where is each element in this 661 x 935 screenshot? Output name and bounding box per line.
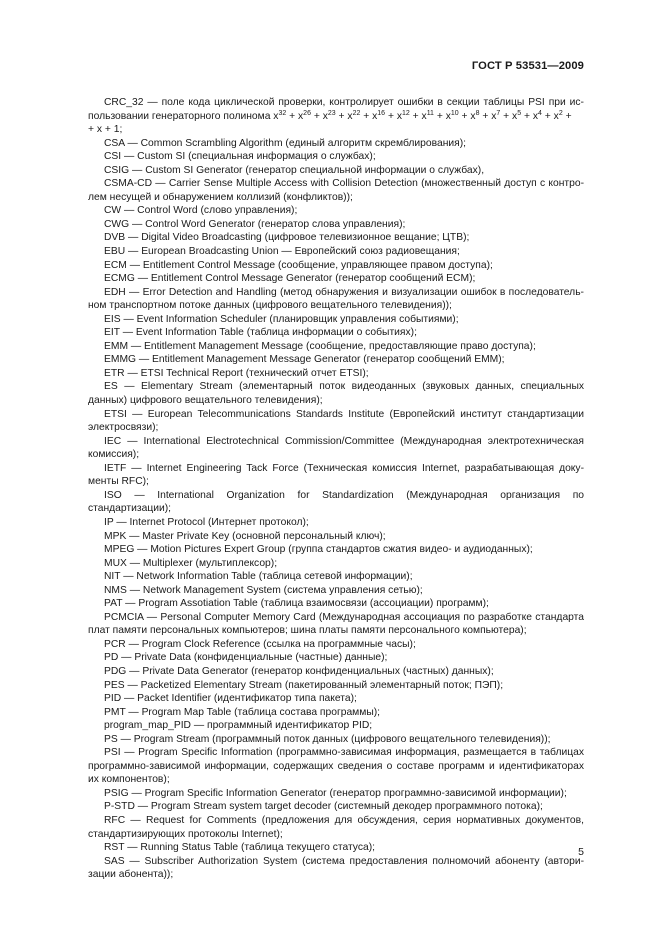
abbreviation-entry: PDG — Private Data Generator (генератор конфиденциальных (частных) данных);	[104, 665, 494, 677]
abbreviation-entry: PCR — Program Clock Reference (ссылка на программные часы);	[104, 638, 416, 650]
abbreviation-entry: CSIG — Custom SI Generator (генератор специальной информации о службах),	[104, 164, 485, 176]
abbreviation-entry: ETSI — European Telecommunications Standards Institute (Европейский институт стандартизации электросвязи);	[88, 408, 584, 434]
abbreviation-entry: CSMA-CD — Carrier Sense Multiple Access with Collision Detection (множественный доступ с контро-лем несущей и обнаружением коллизий (конфликтов));	[88, 178, 584, 203]
abbreviation-entry: IP — Internet Protocol (Интернет протокол);	[104, 516, 309, 528]
standard-code-header: ГОСТ Р 53531—2009	[471, 60, 584, 72]
polynomial-term-base: x	[347, 110, 353, 122]
abbreviation-entry: EMMG — Entitlement Management Message Generator (генератор сообщений EMM);	[104, 354, 505, 366]
abbreviation-entry: PES — Packetized Elementary Stream (пакетированный элементарный поток; ПЭП);	[104, 679, 504, 691]
polynomial-plus: +	[458, 110, 471, 122]
abbreviation-entry: EDH — Error Detection and Handling (метод обнаружения и визуализации ошибок в последователь-ном транспортном потоке данных (цифрового вещательного телевидения));	[88, 286, 584, 312]
abbreviation-entry: P-STD — Program Stream system target decoder (системный декодер программного потока);	[104, 801, 543, 813]
abbreviation-entry: MPEG — Motion Pictures Expert Group (группа стандартов сжатия видео- и аудиоданных);	[104, 544, 533, 556]
abbreviation-entry: MPK — Master Private Key (основной персональный ключ);	[104, 530, 386, 542]
abbreviation-entry: RFC — Request for Comments (предложения для обсуждения, серия нормативных документов, стандартизирующих протоколы Internet);	[88, 814, 584, 840]
polynomial-term-base: x	[322, 110, 328, 122]
polynomial-term-exponent: 16	[377, 109, 386, 117]
polynomial-term-base: x	[553, 110, 559, 122]
abbreviations-list	[88, 96, 584, 882]
abbreviation-entry: ETR — ETSI Technical Report (технический отчет ETSI);	[104, 367, 369, 379]
polynomial-term-exponent: 26	[303, 109, 311, 117]
abbreviation-entries	[88, 137, 584, 882]
polynomial-tail: + x + 1;	[88, 124, 123, 136]
polynomial-term-exponent: 32	[278, 109, 287, 117]
abbreviation-entry: NIT — Network Information Table (таблица сетевой информации);	[104, 571, 413, 583]
abbreviation-entry: SAS — Subscriber Authorization System (система предоставления полномочий абоненту (автори-зации абонента));	[88, 855, 584, 881]
crc-entry-line1: CRC_32 — поле кода циклической проверки, контролирует ошибки в секции таблицы PSI при ис-	[104, 97, 584, 108]
polynomial-plus: +	[310, 110, 323, 122]
polynomial-term-base: x	[532, 110, 539, 122]
abbreviation-entry: EIT — Event Information Table (таблица информации о событиях);	[104, 327, 417, 339]
abbreviation-entry: DVB — Digital Video Broadcasting (цифровое телевизионное вещание; ЦТВ);	[104, 232, 470, 244]
polynomial-term-exponent: 12	[401, 109, 410, 117]
polynomial-plus: +	[500, 110, 513, 122]
abbreviation-entry: ECMG — Entitlement Control Message Generator (генератор сообщений ECM);	[104, 273, 476, 285]
abbreviation-entry: CWG — Control Word Generator (генератор слова управления);	[104, 218, 406, 230]
abbreviation-entry: ECM — Entitlement Control Message (сообщение, управляющее правом доступа);	[104, 259, 493, 271]
abbreviation-entry: ISO — International Organization for Standardization (Международная организация по стандартизации);	[88, 489, 584, 515]
abbreviation-entry: IEC — International Electrotechnical Commission/Committee (Международная электротехническая комиссия);	[88, 435, 584, 461]
polynomial-term-exponent: 10	[450, 109, 459, 117]
abbreviation-entry: PD — Private Data (конфиденциальные (частные) данные);	[104, 652, 388, 664]
polynomial-plus: +	[335, 110, 348, 122]
polynomial-term-base: x	[491, 110, 497, 122]
polynomial-term-exponent: 11	[426, 109, 434, 117]
polynomial-plus: +	[479, 110, 492, 122]
polynomial-term-base: x	[445, 110, 451, 122]
abbreviation-entry: PMT — Program Map Table (таблица состава программы);	[104, 706, 381, 718]
abbreviation-entry: RST — Running Status Table (таблица текущего статуса);	[104, 842, 375, 854]
polynomial-term-exponent: 23	[327, 109, 336, 117]
polynomial-term-exponent: 7	[496, 109, 501, 117]
polynomial-plus: +	[409, 110, 422, 122]
polynomial-term-base: x	[470, 110, 476, 122]
abbreviation-entry: ES — Elementary Stream (элементарный поток видеоданных (звуковых данных, специальных данных) цифрового вещательного телевидения);	[88, 381, 584, 407]
polynomial-plus: +	[433, 110, 446, 122]
abbreviation-entry: IETF — Internet Engineering Tack Force (Техническая комиссия Internet, разрабатывающая доку-менты RFC);	[88, 462, 584, 488]
polynomial-term-exponent: 8	[475, 109, 480, 117]
abbreviation-entry: NMS — Network Management System (система управления сетью);	[104, 584, 423, 596]
abbreviation-entry: EIS — Event Information Scheduler (планировщик управления событиями);	[104, 313, 459, 325]
polynomial-terms	[278, 111, 571, 122]
polynomial-term-base: x	[512, 110, 518, 122]
polynomial-plus: +	[385, 110, 397, 122]
polynomial-plus: +	[360, 110, 373, 122]
abbreviation-entry: PSIG — Program Specific Information Generator (генератор программно-зависимой информации);	[104, 787, 567, 799]
polynomial-term-exponent: 22	[352, 109, 361, 117]
polynomial-term-exponent: 5	[517, 109, 522, 117]
abbreviation-entry: PID — Packet Identifier (идентификатор типа пакета);	[104, 693, 357, 705]
abbreviation-entry: PSI — Program Specific Information (программно-зависимая информация, размещается в таблицах программно-зависимой информации, содержащих сведения о составе программ и идентификаторах их компонентов);	[88, 747, 584, 786]
abbreviation-entry: program_map_PID — программный идентификатор PID;	[104, 720, 373, 732]
polynomial-term-exponent: 4	[538, 109, 542, 117]
page-number: 5	[578, 846, 584, 858]
abbreviation-entry: MUX — Multiplexer (мультиплексор);	[104, 557, 278, 569]
abbreviation-entry: CSA — Common Scrambling Algorithm (единый алгоритм скремблирования);	[104, 137, 467, 149]
polynomial-term-base: x	[421, 110, 427, 122]
abbreviation-entry: EMM — Entitlement Management Message (сообщение, предоставляющие право доступа);	[104, 340, 536, 352]
polynomial-term-base: x	[372, 110, 378, 122]
crc-entry-polynomial	[88, 110, 584, 137]
abbreviation-entry: PCMCIA — Personal Computer Memory Card (Международная ассоциация по разработке стандарта плат памяти персональных компьютеров; шина платы памяти персонального компьютера);	[88, 611, 584, 637]
polynomial-term-base: x	[298, 110, 304, 122]
polynomial-term-base: x	[396, 110, 402, 122]
abbreviation-entry: PAT — Program Assotiation Table (таблица взаимосвязи (ассоциации) программ);	[104, 598, 489, 610]
polynomial-plus: +	[562, 110, 572, 122]
abbreviation-entry: EBU — European Broadcasting Union — Европейский союз радиовещания;	[104, 246, 460, 258]
polynomial-plus: +	[541, 110, 554, 122]
polynomial-term-exponent: 2	[558, 109, 563, 117]
abbreviation-entry: CSI — Custom SI (специальная информация о службах);	[104, 151, 376, 163]
polynomial-intro: пользовании генераторного полинома x	[88, 110, 279, 122]
polynomial-plus: +	[521, 110, 533, 122]
abbreviation-entry: PS — Program Stream (программный поток данных (цифрового вещательного телевидения));	[104, 733, 551, 745]
abbreviation-entry: CW — Control Word (слово управления);	[104, 205, 298, 217]
polynomial-plus: +	[286, 110, 299, 122]
